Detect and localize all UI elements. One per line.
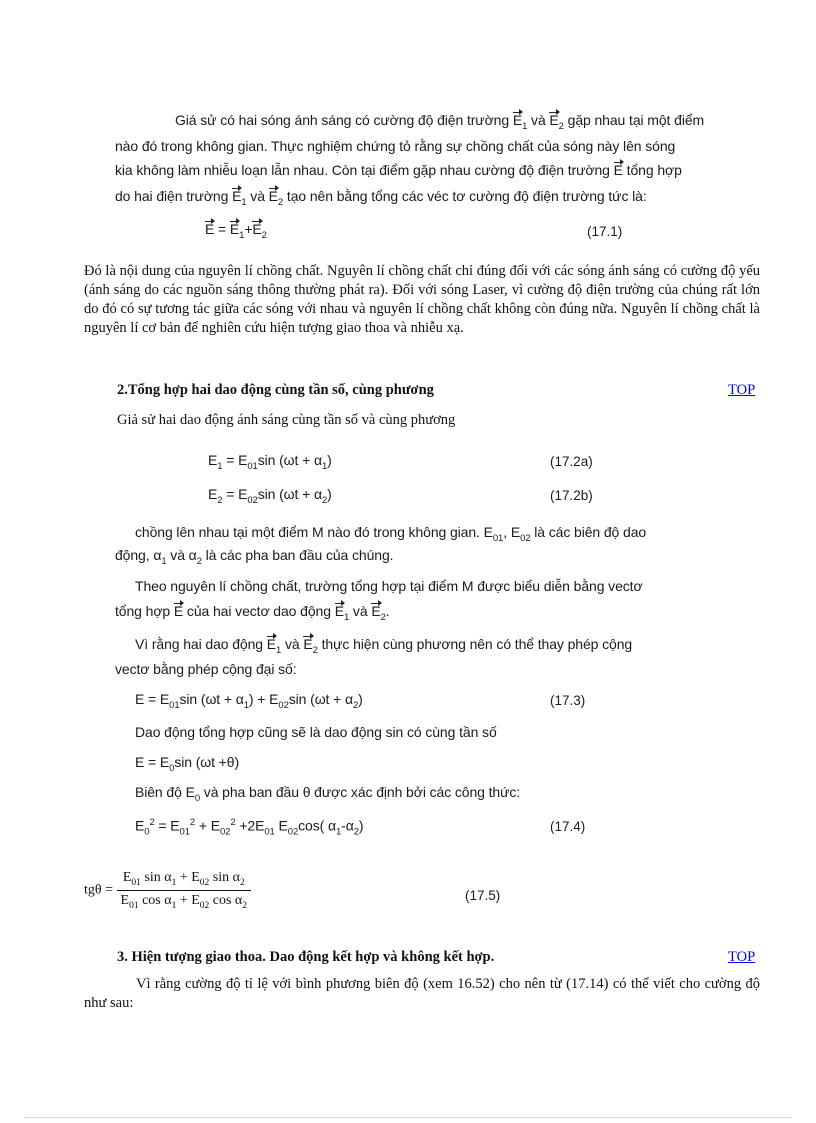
equation-label-17-3: (17.3) xyxy=(550,693,586,708)
vector-e: E xyxy=(613,162,623,178)
equation-label-17-1: (17.1) xyxy=(587,224,623,239)
vector-e1: E xyxy=(266,636,277,652)
equation-17-4: $E_0^2 = E_{01}^2 + E_{02}^2 +2E_{01}$ $E_{02}\cos$( $\alpha_1-\alpha_2$) xyxy=(135,817,364,838)
para1-line3: kia không làm nhiễu loạn lẫn nhau. Còn tại điểm gặp nhau cường độ điện trường E tổng hợp xyxy=(115,162,682,178)
equation-label-17-2b: (17.2b) xyxy=(550,488,593,503)
para1-line2: nào đó trong không gian. Thực nghiệm chứng tỏ rằng sự chồng chất của sóng này lên sóng xyxy=(115,138,676,154)
para4-line1: Theo nguyên lí chồng chất, trường tổng hợp tại điểm M được biểu diễn bằng vectơ xyxy=(135,578,643,594)
equation-e-total: $E = E_0\sin$ (ωt +θ) xyxy=(135,754,240,774)
section2-intro: Giả sử hai dao động ánh sáng cùng tần số và cùng phương xyxy=(117,412,456,428)
vector-e2: E xyxy=(371,603,381,619)
vector-e: E xyxy=(173,603,184,619)
vector-e2: E xyxy=(303,636,313,652)
equation-17-2a: $E_1 = E_{01}\sin$ $(\omega t + \alpha_1)$ xyxy=(208,452,332,472)
equation-17-3: $E = E_{01}\sin$ $(\omega t + \alpha_1) + E_{02}\sin$ $(\omega t + \alpha_2)$ xyxy=(135,691,363,711)
para7: Biên độ $E_0$ và pha ban đầu θ được xác định bởi các công thức: xyxy=(135,784,521,804)
para5-line1: Vì rằng hai dao động $E_1$ và $E_2$ thực hiện cùng phương nên có thể thay phép cộng xyxy=(135,636,633,656)
fraction: $\frac{E_{01} \sin \alpha_1 + E_{02} \sin \alpha_2}{E_{01} \cos \alpha_1 + E_{02} \cos \alpha_2}$ xyxy=(117,870,252,911)
top-link-section3[interactable]: TOP xyxy=(728,949,756,965)
para5-line2: vectơ bằng phép cộng đại số: xyxy=(115,661,297,677)
para3-line2: động, $\alpha_1$ và $\alpha_2$ là các pha ban đầu của chúng. xyxy=(115,547,394,567)
vector-e1: E xyxy=(229,221,240,237)
para1-line1: Giá sử có hai sóng ánh sáng có cường độ điện trường $E_1$ và $E_2$ gặp nhau tại một điểm xyxy=(175,112,705,132)
section3-text: Vì rằng cường độ tỉ lệ với bình phương biên độ (xem 16.52) cho nên từ (17.14) có thể viết cho cường độ như sau: xyxy=(84,976,760,1011)
vector-e2: E xyxy=(268,188,278,204)
vector-e2: E xyxy=(549,112,559,128)
vector-e: E xyxy=(205,221,215,237)
section2-heading: 2.Tổng hợp hai dao động cùng tần số, cùng phương xyxy=(117,382,434,398)
top-link-section2[interactable]: TOP xyxy=(728,382,756,398)
equation-label-17-2a: (17.2a) xyxy=(550,454,593,469)
equation-label-17-5: (17.5) xyxy=(465,888,501,903)
vector-e1: E xyxy=(512,112,523,128)
vector-e1: E xyxy=(334,603,344,619)
vector-e1: E xyxy=(232,188,242,204)
para3-line1: chồng lên nhau tại một điểm M nào đó trong không gian. $E_{01}$, $E_{02}$ là các biên độ dao xyxy=(135,524,647,544)
section3-heading: 3. Hiện tượng giao thoa. Dao động kết hợp và không kết hợp. xyxy=(117,949,495,965)
para4-line2: tổng hợp E của hai vectơ dao động $E_1$ và $E_2$. xyxy=(115,603,390,623)
equation-17-2b: $E_2 = E_{02}\sin$ $(\omega t + \alpha_2)$ xyxy=(208,486,332,506)
vector-e2: E xyxy=(252,221,262,237)
page-bottom-divider xyxy=(24,1117,792,1118)
equation-label-17-4: (17.4) xyxy=(550,819,586,834)
equation-17-1: $E = E_1+E_2$ xyxy=(205,221,267,241)
para1-line4: do hai điện trường $E_1$ và $E_2$ tạo nên bằng tổng các véc tơ cường độ điện trường tức là: xyxy=(115,188,647,208)
para6: Dao động tổng hợp cũng sẽ là dao động sin có cùng tần số xyxy=(135,724,497,740)
para2: Đó là nội dung của nguyên lí chồng chất. Nguyên lí chồng chất chỉ đúng đối với các sóng ánh sáng có cường độ yếu (ánh sáng do các nguồn sáng thông thường phát ra). Đối với sóng Laser, vì cường độ điện trường của chúng rất lớn do đó có sự tương tác giữa các sóng với nhau và nguyên lí chồng chất không còn đúng nữa. Nguyên lí chồng chất là nguyên lí cơ bản để nghiên cứu hiện tượng giao thoa và nhiễu xạ. xyxy=(84,263,760,336)
equation-17-5: tgθ = $\frac{E_{01} \sin \alpha_1 + E_{02} \sin \alpha_2}{E_{01} \cos \alpha_1 + E_{02} \cos \alpha_2}$ xyxy=(84,870,251,911)
